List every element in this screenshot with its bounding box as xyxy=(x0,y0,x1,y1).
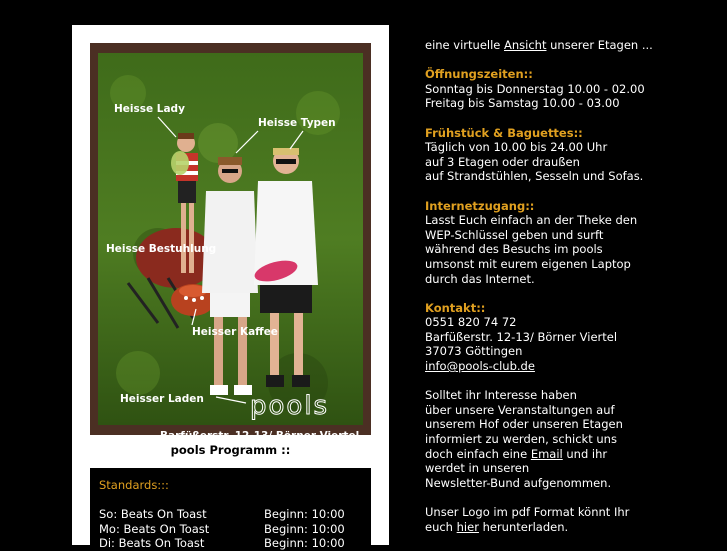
newsletter-line: über unsere Veranstaltungen auf xyxy=(425,402,615,417)
contact-phone: 0551 820 74 72 xyxy=(425,315,517,330)
standards-label: Standards::: xyxy=(99,478,169,492)
internet-line: durch das Internet. xyxy=(425,271,535,286)
opening-heading: Öffnungszeiten:: xyxy=(425,67,533,82)
label-heisse-lady: Heisse Lady xyxy=(114,103,185,115)
internet-line: während des Besuchs im pools xyxy=(425,242,603,257)
program-row-time: Beginn: 10:00 xyxy=(264,522,345,536)
newsletter-line: werdet in unseren xyxy=(425,461,530,476)
newsletter-line: Newsletter-Bund aufgenommen. xyxy=(425,475,612,490)
breakfast-line: auf 3 Etagen oder draußen xyxy=(425,154,580,169)
program-title: pools Programm :: xyxy=(170,443,291,457)
program-row xyxy=(99,507,364,522)
breakfast-line: Täglich von 10.00 bis 24.00 Uhr xyxy=(425,140,608,155)
hier-link[interactable]: hier xyxy=(456,519,479,534)
breakfast-line: auf Strandstühlen, Sesseln und Sofas. xyxy=(425,169,644,184)
internet-line: Lasst Euch einfach an der Theke den xyxy=(425,213,638,228)
label-heisser-laden: Heisser Laden xyxy=(120,393,204,405)
breakfast-heading: Frühstück & Baguettes:: xyxy=(425,125,583,140)
program-row xyxy=(99,536,364,551)
program-row-time: Beginn: 10:00 xyxy=(264,536,345,550)
info-column xyxy=(425,38,720,534)
contact-city: 37073 Göttingen xyxy=(425,344,523,359)
newsletter-line: unserem Hof oder unseren Etagen xyxy=(425,417,623,432)
left-panel xyxy=(72,25,389,550)
program-row-day: Di: Beats On Toast xyxy=(99,536,205,550)
logo-download-line: Unser Logo im pdf Format könnt Ihr xyxy=(425,505,630,519)
poster-illustration xyxy=(98,53,363,442)
logo-text-pre: euch xyxy=(425,519,457,534)
contact-street: Barfüßerstr. 12-13/ Börner Viertel xyxy=(425,329,618,344)
email-link[interactable]: Email xyxy=(530,446,563,461)
label-heisser-kaffee: Heisser Kaffee xyxy=(192,326,278,338)
contact-heading: Kontakt:: xyxy=(425,300,486,315)
virtual-tour-line xyxy=(425,38,720,53)
poster-address: Barfüßerstr. 12-13/ Börner-Viertel xyxy=(160,430,360,442)
opening-line: Sonntag bis Donnerstag 10.00 - 02.00 xyxy=(425,81,645,96)
virtual-text-pre: eine virtuelle xyxy=(425,38,505,52)
newsletter-email-line xyxy=(425,447,720,462)
internet-line: umsonst mit eurem eigenen Laptop xyxy=(425,256,631,271)
program-row xyxy=(99,522,364,537)
newsletter-text-post: und ihr xyxy=(562,446,608,461)
newsletter-line: Solltet ihr Interesse haben xyxy=(425,388,577,403)
newsletter-text-pre: doch einfach eine xyxy=(425,446,531,461)
logo-text-post: herunterladen. xyxy=(478,519,569,534)
virtual-text-post: unserer Etagen ... xyxy=(546,38,653,52)
label-heisse-bestuhlung: Heisse Bestuhlung xyxy=(106,243,217,255)
contact-email-link[interactable]: info@pools-club.de xyxy=(425,359,535,374)
poster-image xyxy=(98,53,363,442)
program-row-time: Beginn: 10:00 xyxy=(264,507,345,521)
program-row-day: Mo: Beats On Toast xyxy=(99,522,210,536)
logo-download-link-line xyxy=(425,520,720,535)
program-row-day: So: Beats On Toast xyxy=(99,507,207,521)
label-heisse-typen: Heisse Typen xyxy=(258,117,336,129)
opening-line: Freitag bis Samstag 10.00 - 03.00 xyxy=(425,96,620,111)
internet-heading: Internetzugang:: xyxy=(425,198,535,213)
ansicht-link[interactable]: Ansicht xyxy=(504,38,547,52)
internet-line: WEP-Schlüssel geben und surft xyxy=(425,227,604,242)
newsletter-line: informiert zu werden, schickt uns xyxy=(425,432,617,447)
poster-frame xyxy=(90,43,371,442)
standards-box xyxy=(90,468,371,550)
pools-logo: pools xyxy=(250,391,330,421)
